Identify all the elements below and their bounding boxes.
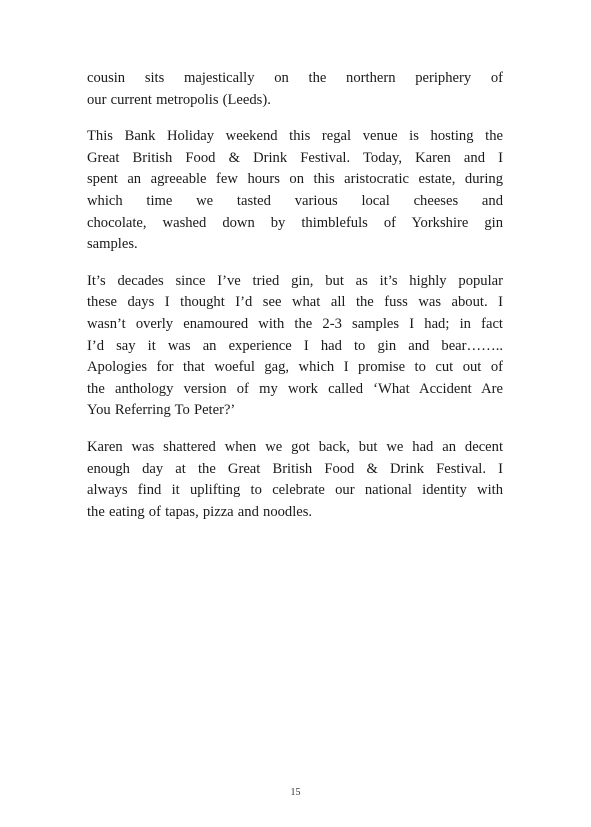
paragraph-1	[87, 68, 503, 111]
text-line: the eating of tapas, pizza and noodles.	[87, 503, 313, 520]
text-line: samples.	[87, 236, 138, 253]
page-body	[87, 68, 503, 538]
text-line: the anthology version of my work called ‘What Accident Are	[87, 380, 503, 397]
text-line: This Bank Holiday weekend this regal venue is hosting the	[87, 128, 503, 145]
text-line: enough day at the Great British Food & Drink Festival. I	[87, 460, 503, 477]
text-line: Apologies for that woeful gag, which I promise to cut out of	[87, 359, 503, 376]
text-line: cousin sits majestically on the northern periphery of	[87, 70, 503, 86]
text-line: spent an agreeable few hours on this aristocratic estate, during	[87, 171, 503, 188]
text-line: You Referring To Peter?’	[87, 402, 236, 419]
text-line: our current metropolis (Leeds).	[87, 91, 271, 108]
text-line: chocolate, washed down by thimblefuls of Yorkshire gin	[87, 214, 503, 231]
text-line: always find it uplifting to celebrate our national identity with	[87, 482, 503, 499]
text-line: Great British Food & Drink Festival. Today, Karen and I	[87, 149, 503, 166]
text-line: It’s decades since I’ve tried gin, but as it’s highly popular	[87, 272, 503, 289]
paragraph-4	[87, 437, 503, 523]
text-line: wasn’t overly enamoured with the 2-3 samples I had; in fact	[87, 315, 503, 332]
text-line: Karen was shattered when we got back, but we had an decent	[87, 438, 503, 455]
text-line: these days I thought I’d see what all the fuss was about. I	[87, 294, 503, 311]
text-line: which time we tasted various local cheeses and	[87, 192, 503, 209]
text-line: I’d say it was an experience I had to gin and bear……..	[87, 337, 503, 354]
page-number: 15	[290, 787, 301, 798]
paragraph-2	[87, 126, 503, 256]
paragraph-3	[87, 271, 503, 422]
